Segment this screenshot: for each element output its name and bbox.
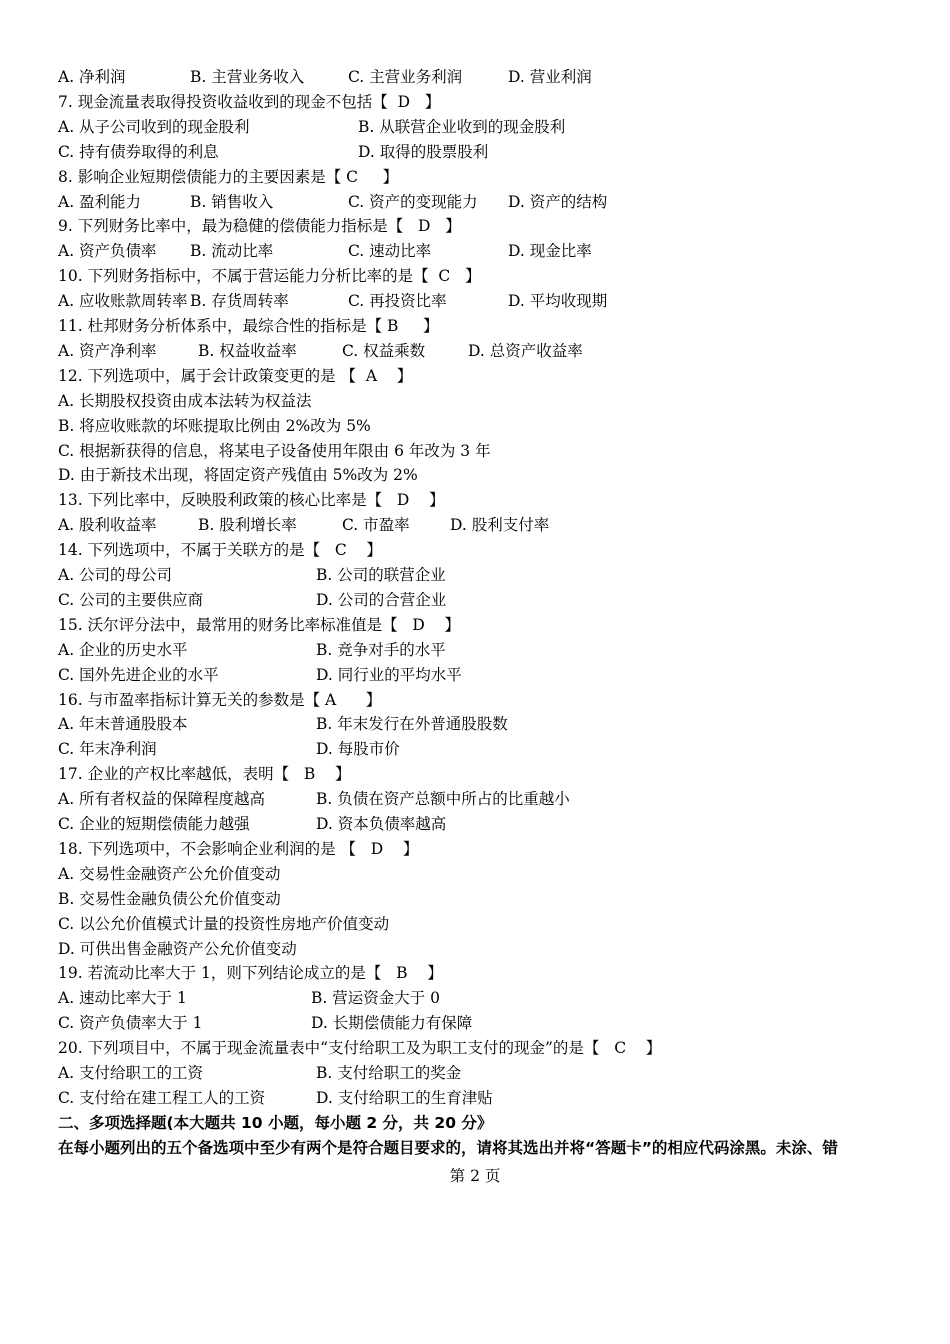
option-text: A. 净利润 (58, 68, 126, 86)
option-text: C. 国外先进企业的水平 (58, 665, 219, 684)
question-text: C. 以公允价值模式计量的投资性房地产价值变动 (58, 914, 390, 933)
option-text: C. 权益乘数 (342, 341, 426, 360)
option-text: A. 企业的历史水平 (58, 640, 188, 659)
option-text: C. 速动比率 (348, 242, 432, 261)
option-text: C. 企业的短期偿债能力越强 (58, 815, 250, 833)
option-text: C. 市盈率 (342, 516, 410, 535)
question-text: 13. 下列比率中，反映股利政策的核心比率是【 D 】 (58, 491, 445, 510)
option-text: D. 平均收现期 (508, 292, 608, 311)
option-text: A. 支付给职工的工资 (58, 1064, 204, 1082)
option-text: B. 股利增长率 (198, 516, 297, 535)
option-text: C. 年末净利润 (58, 740, 157, 759)
option-text: A. 应收账款周转率 (58, 292, 188, 311)
question-text: 10. 下列财务指标中，不属于营运能力分析比率的是【 C 】 (58, 267, 481, 286)
question-text: 11. 杜邦财务分析体系中，最综合性的指标是【 B 】 (58, 317, 439, 335)
question-text: 18. 下列选项中，不会影响企业利润的是 【 D 】 (58, 839, 419, 858)
option-text: C. 主营业务利润 (348, 68, 463, 86)
question-text: 12. 下列选项中，属于会计政策变更的是 【 A 】 (58, 366, 413, 385)
question-text: 17. 企业的产权比率越低，表明【 B 】 (58, 765, 351, 784)
option-text: D. 公司的合营企业 (316, 590, 447, 609)
option-text: D. 每股市价 (316, 740, 400, 759)
option-text: D. 股利支付率 (450, 516, 550, 535)
question-text: B. 交易性金融负债公允价值变动 (58, 889, 281, 908)
option-text: A. 资产净利率 (58, 341, 157, 360)
option-text: A. 公司的母公司 (58, 566, 173, 584)
question-text: A. 长期股权投资由成本法转为权益法 (58, 391, 312, 410)
question-text: 19. 若流动比率大于 1，则下列结论成立的是【 B 】 (58, 964, 443, 983)
option-text: B. 从联营企业收到的现金股利 (358, 117, 566, 136)
option-text: A. 资产负债率 (58, 242, 157, 261)
option-text: A. 从子公司收到的现金股利 (58, 117, 250, 136)
option-text: C. 资产负债率大于 1 (58, 1014, 203, 1033)
option-text: D. 总资产收益率 (468, 341, 583, 360)
option-text: B. 支付给职工的奖金 (316, 1064, 462, 1082)
page-number: 第 2 页 (449, 1167, 501, 1185)
option-text: A. 所有者权益的保障程度越高 (58, 790, 266, 809)
option-text: B. 权益收益率 (198, 341, 297, 360)
option-text: C. 持有债券取得的利息 (58, 142, 219, 161)
question-text: B. 将应收账款的坏账提取比例由 2%改为 5% (58, 416, 371, 435)
option-text: D. 取得的股票股利 (358, 142, 489, 161)
section-heading: 二、多项选择题(本大题共 10 小题，每小题 2 分，共 20 分》 (58, 1113, 493, 1132)
option-text: B. 负债在资产总额中所占的比重越小 (316, 790, 570, 809)
question-text: 16. 与市盈率指标计算无关的参数是【 A 】 (58, 690, 382, 709)
question-text: 7. 现金流量表取得投资收益收到的现金不包括【 D 】 (58, 92, 441, 111)
option-text: A. 速动比率大于 1 (58, 989, 187, 1008)
option-text: A. 年末普通股股本 (58, 715, 188, 734)
option-text: B. 存货周转率 (190, 292, 289, 311)
option-text: A. 股利收益率 (58, 516, 157, 535)
option-text: D. 长期偿债能力有保障 (311, 1014, 473, 1033)
option-text: A. 盈利能力 (58, 192, 142, 211)
option-text: D. 同行业的平均水平 (316, 665, 462, 684)
option-text: B. 主营业务收入 (190, 68, 305, 86)
question-text: D. 由于新技术出现，将固定资产残值由 5%改为 2% (58, 466, 418, 485)
option-text: B. 流动比率 (190, 242, 274, 261)
option-text: D. 资本负债率越高 (316, 815, 447, 833)
option-text: B. 公司的联营企业 (316, 566, 446, 584)
option-text: D. 营业利润 (508, 68, 592, 86)
question-text: 14. 下列选项中，不属于关联方的是【 C 】 (58, 541, 382, 560)
question-text: 20. 下列项目中，不属于现金流量表中“支付给职工及为职工支付的现金”的是【 C 】 (58, 1039, 662, 1058)
question-text: 8. 影响企业短期偿债能力的主要因素是【 C 】 (58, 167, 399, 186)
option-text: B. 竞争对手的水平 (316, 640, 446, 659)
option-text: D. 现金比率 (508, 242, 592, 261)
option-text: B. 年末发行在外普通股股数 (316, 715, 508, 734)
option-text: C. 公司的主要供应商 (58, 590, 204, 609)
option-text: C. 支付给在建工程工人的工资 (58, 1088, 266, 1107)
option-text: D. 资产的结构 (508, 192, 608, 211)
option-text: B. 营运资金大于 0 (311, 989, 441, 1008)
option-text: C. 再投资比率 (348, 292, 447, 311)
section-heading: 在每小题列出的五个备选项中至少有两个是符合题目要求的，请将其选出并将“答题卡”的相应代码涂黑。未涂、错 (58, 1138, 838, 1157)
question-text: A. 交易性金融资产公允价值变动 (58, 864, 281, 883)
question-text: 15. 沃尔评分法中，最常用的财务比率标准值是【 D 】 (58, 615, 460, 634)
option-text: D. 支付给职工的生育津贴 (316, 1088, 493, 1107)
question-text: C. 根据新获得的信息，将某电子设备使用年限由 6 年改为 3 年 (58, 441, 491, 460)
option-text: B. 销售收入 (190, 192, 274, 211)
option-text: C. 资产的变现能力 (348, 192, 478, 211)
question-text: D. 可供出售金融资产公允价值变动 (58, 939, 297, 958)
question-text: 9. 下列财务比率中，最为稳健的偿债能力指标是【 D 】 (58, 217, 461, 236)
